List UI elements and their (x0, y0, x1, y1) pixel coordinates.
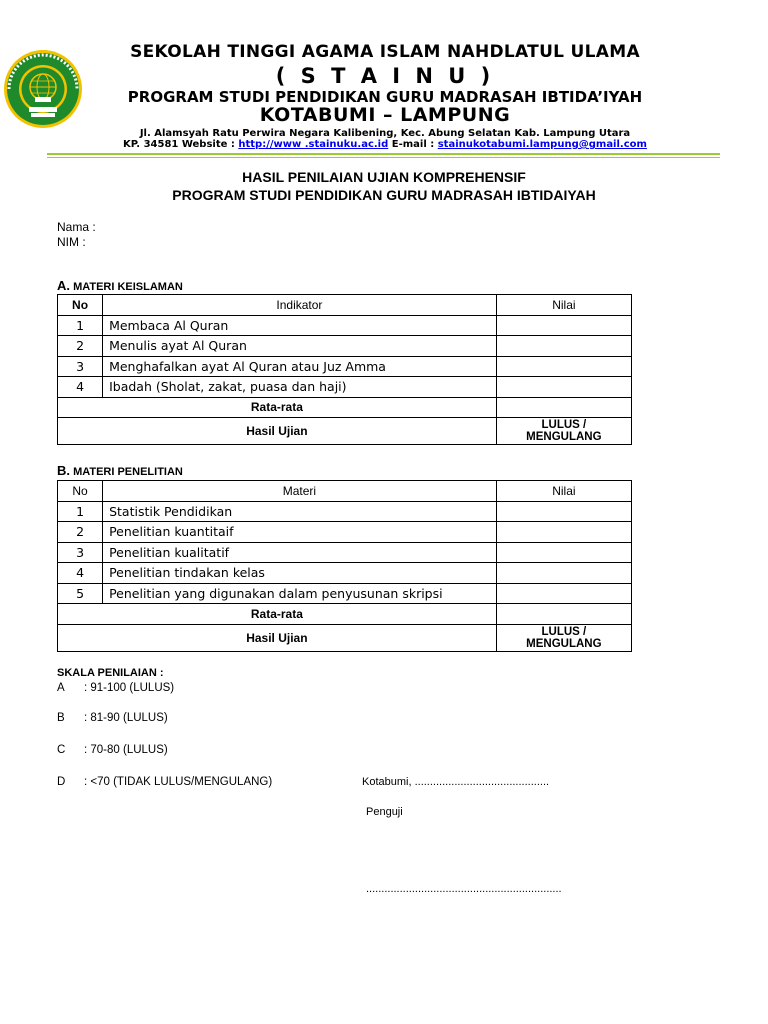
header-indikator: Indikator (103, 295, 497, 316)
website-link[interactable]: http://www .stainuku.ac.id (238, 139, 389, 150)
row-item: Ibadah (Sholat, zakat, puasa dan haji) (103, 377, 497, 398)
header-nilai: Nilai (496, 295, 631, 316)
table-row (58, 563, 632, 584)
average-score-cell[interactable] (496, 604, 631, 625)
table-header-row (58, 481, 632, 502)
scale-desc: : 81-90 (LULUS) (84, 712, 168, 724)
table-row (58, 583, 632, 604)
section-a-table (57, 294, 632, 445)
row-score-cell[interactable] (496, 377, 631, 398)
average-row (58, 604, 632, 625)
row-item: Penelitian kuantitaif (103, 522, 497, 543)
result-value-line1: LULUS / (541, 419, 587, 431)
row-item: Membaca Al Quran (103, 315, 497, 336)
result-label: Hasil Ujian (58, 418, 497, 445)
section-b-title: MATERI PENELITIAN (73, 466, 183, 478)
program-name: PROGRAM STUDI PENDIDIKAN GURU MADRASAH IBTIDA’IYAH (127, 88, 643, 106)
average-label: Rata-rata (58, 604, 497, 625)
scale-desc: : 70-80 (LULUS) (84, 744, 168, 756)
email-link[interactable]: stainukotabumi.lampung@gmail.com (437, 139, 647, 150)
header-divider (47, 153, 720, 155)
scale-grade: B (57, 712, 65, 724)
scale-grade: D (57, 776, 66, 788)
section-a-letter: A. (57, 278, 70, 293)
result-value (496, 418, 631, 445)
result-row (58, 624, 632, 651)
row-item: Penelitian tindakan kelas (103, 563, 497, 584)
address: Jl. Alamsyah Ratu Perwira Negara Kalibening, Kec. Abung Selatan Kab. Lampung Utara (139, 128, 631, 139)
section-a-heading (57, 278, 183, 293)
result-value-line2: MENGULANG (526, 431, 602, 443)
row-score-cell[interactable] (496, 315, 631, 336)
table-row (58, 542, 632, 563)
row-no: 2 (58, 336, 103, 357)
row-score-cell[interactable] (496, 356, 631, 377)
section-b-heading (57, 463, 183, 478)
row-item: Statistik Pendidikan (103, 501, 497, 522)
email-label: E-mail : (388, 139, 438, 150)
row-no: 4 (58, 377, 103, 398)
table-row (58, 336, 632, 357)
scale-desc: : 91-100 (LULUS) (84, 682, 175, 694)
average-label: Rata-rata (58, 397, 497, 418)
row-score-cell[interactable] (496, 336, 631, 357)
document-subtitle: PROGRAM STUDI PENDIDIKAN GURU MADRASAH IBTIDAIYAH (172, 187, 596, 203)
table-row (58, 315, 632, 336)
table-row (58, 356, 632, 377)
table-header-row (58, 295, 632, 316)
scale-desc: : <70 (TIDAK LULUS/MENGULANG) (84, 776, 273, 788)
scale-title: SKALA PENILAIAN : (57, 667, 164, 679)
result-row (58, 418, 632, 445)
row-no: 2 (58, 522, 103, 543)
row-score-cell[interactable] (496, 501, 631, 522)
result-value-line2: MENGULANG (526, 637, 602, 650)
scale-grade: C (57, 744, 66, 756)
scale-grade: A (57, 682, 65, 694)
result-value (496, 624, 631, 651)
header-no: No (58, 481, 103, 502)
section-b-table (57, 480, 632, 652)
row-no: 3 (58, 542, 103, 563)
row-item: Menghafalkan ayat Al Quran atau Juz Amma (103, 356, 497, 377)
table-row (58, 501, 632, 522)
section-b-letter: B. (57, 463, 70, 478)
average-score-cell[interactable] (496, 397, 631, 418)
section-a-title: MATERI KEISLAMAN (73, 281, 183, 293)
institution-name: SEKOLAH TINGGI AGAMA ISLAM NAHDLATUL ULAMA (130, 42, 640, 62)
row-no: 5 (58, 583, 103, 604)
row-no: 1 (58, 501, 103, 522)
row-score-cell[interactable] (496, 542, 631, 563)
document-title: HASIL PENILAIAN UJIAN KOMPREHENSIF (242, 169, 526, 185)
city-name: KOTABUMI – LAMPUNG (259, 104, 511, 126)
row-no: 3 (58, 356, 103, 377)
signature-line: ................................................................ (366, 883, 562, 895)
average-row (58, 397, 632, 418)
postal-code-label: KP. 34581 Website : (123, 139, 239, 150)
header-nilai: Nilai (496, 481, 631, 502)
header-no: No (58, 295, 103, 316)
result-label: Hasil Ujian (58, 624, 497, 651)
result-value-line1: LULUS / (541, 625, 587, 638)
table-row (58, 377, 632, 398)
row-item: Menulis ayat Al Quran (103, 336, 497, 357)
signature-place-date: Kotabumi, ............................................ (362, 776, 550, 788)
row-no: 4 (58, 563, 103, 584)
header-materi: Materi (103, 481, 497, 502)
header-divider-thin (47, 157, 720, 158)
row-item: Penelitian yang digunakan dalam penyusunan skripsi (103, 583, 497, 604)
nama-label: Nama : (57, 220, 96, 234)
row-score-cell[interactable] (496, 583, 631, 604)
signature-role: Penguji (366, 806, 403, 818)
row-item: Penelitian kualitatif (103, 542, 497, 563)
nim-label: NIM : (57, 235, 86, 249)
row-no: 1 (58, 315, 103, 336)
row-score-cell[interactable] (496, 563, 631, 584)
institution-acronym: ( S T A I N U ) (275, 64, 495, 88)
contact-line (60, 139, 710, 150)
table-row (58, 522, 632, 543)
row-score-cell[interactable] (496, 522, 631, 543)
